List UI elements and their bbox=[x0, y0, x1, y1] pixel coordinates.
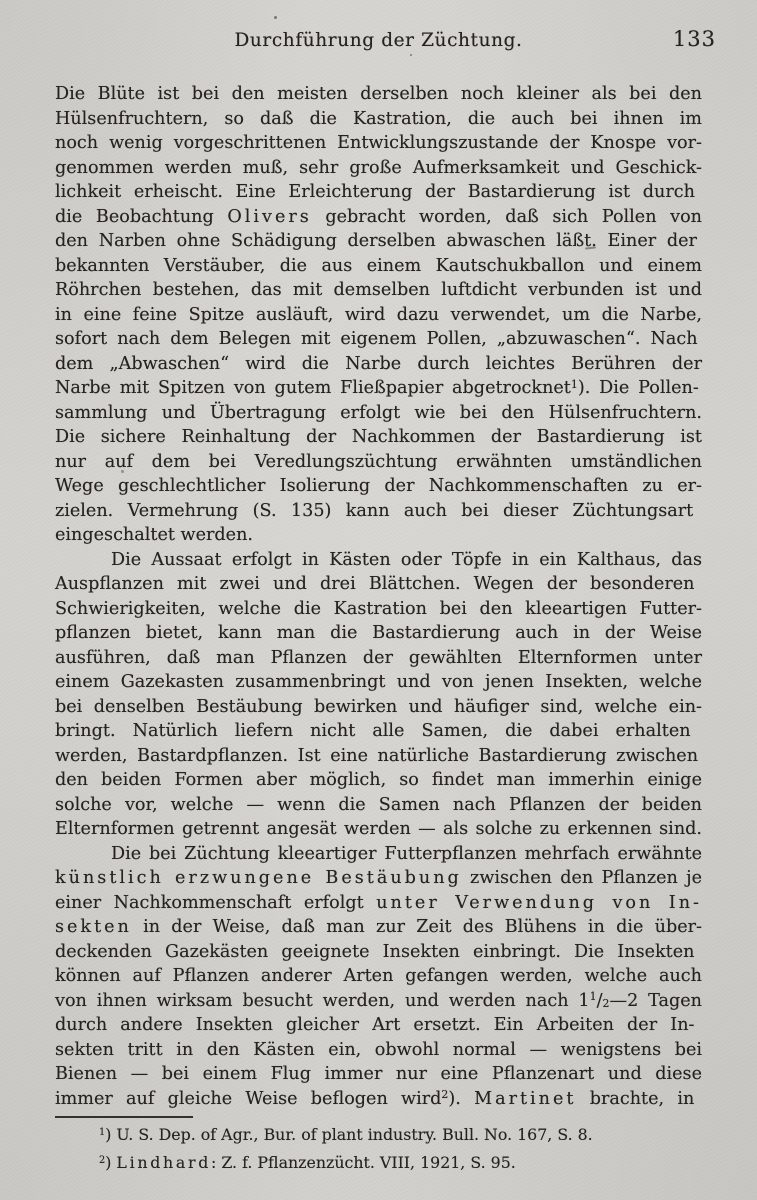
text-line: genommen werden muß, sehr große Aufmerksamkeit und Geschick- bbox=[55, 157, 702, 178]
text-line: Die Aussaat erfolgt in Kästen oder Töpfe in ein Kalthaus, das bbox=[111, 549, 702, 570]
text-line: Schwierigkeiten, welche die Kastration bei den kleeartigen Futter- bbox=[55, 598, 702, 619]
text-line: Narbe mit Spitzen von gutem Fließpapier abgetrocknet$^1$). Die Pollen- bbox=[55, 377, 699, 398]
footnote-line: $^1$) U. S. Dep. of Agr., Bur. of plant industry. Bull. No. 167, S. 8. bbox=[99, 1125, 593, 1144]
text-line: sekten tritt in den Kästen ein, obwohl normal — wenigstens bei bbox=[55, 1039, 702, 1060]
text-line: bei denselben Bestäubung bewirken und häufiger sind, welche ein- bbox=[55, 696, 702, 717]
text-line: werden, Bastardpflanzen. Ist eine natürliche Bastardierung zwischen bbox=[55, 745, 699, 766]
text-line: bekannten Verstäuber, die aus einem Kautschukballon und einem bbox=[55, 255, 702, 276]
footnote-line: $^2$) Lindhard: Z. f. Pflanzenzücht. VIII, 1921, S. 95. bbox=[99, 1153, 516, 1172]
text-line: den beiden Formen aber möglich, so findet man immerhin einige bbox=[55, 770, 702, 790]
scan-speck bbox=[410, 54, 412, 56]
page-number: 133 bbox=[672, 27, 716, 51]
text-line: immer auf gleiche Weise beflogen wird$^2$). Martinet brachte, in bbox=[55, 1088, 695, 1109]
text-line: von ihnen wirksam besucht werden, und werden nach $1^1/2—2$ Tagen bbox=[55, 990, 702, 1011]
body-text bbox=[55, 82, 702, 1111]
text-line: nur auf dem bei Veredlungszüchtung erwähnten umständlichen bbox=[55, 451, 702, 472]
text-line: Die sichere Reinhaltung der Nachkommen der Bastardierung ist bbox=[55, 427, 702, 447]
text-line: lichkeit erheischt. Eine Erleichterung der Bastardierung ist durch bbox=[55, 182, 695, 202]
text-line: deckenden Gazekästen geeignete Insekten einbringt. Die Insekten bbox=[55, 941, 695, 962]
scan-speck bbox=[274, 16, 277, 19]
text-line: dem „Abwaschen“ wird die Narbe durch leichtes Berühren der bbox=[55, 353, 702, 374]
text-line: eingeschaltet werden. bbox=[55, 525, 253, 545]
text-line: Die Blüte ist bei den meisten derselben noch kleiner als bei den bbox=[55, 84, 702, 104]
text-line: den Narben ohne Schädigung derselben abwaschen läßt. Einer der bbox=[55, 231, 697, 251]
text-line: können auf Pflanzen anderer Arten gefangen werden, welche auch bbox=[55, 966, 702, 986]
text-line: einem Gazekasten zusammenbringt und von jenen Insekten, welche bbox=[55, 672, 702, 692]
text-line: einer Nachkommenschaft erfolgt unter Verwendung von In- bbox=[55, 892, 702, 913]
text-line: durch andere Insekten gleicher Art ersetzt. Ein Arbeiten der In- bbox=[55, 1015, 695, 1035]
footnote-separator bbox=[55, 1116, 193, 1118]
text-line: Die bei Züchtung kleeartiger Futterpflanzen mehrfach erwähnte bbox=[111, 843, 702, 864]
text-line: künstlich erzwungene Bestäubung zwischen den Pflanzen je bbox=[55, 868, 702, 888]
text-line: Bienen — bei einem Flug immer nur eine Pflanzenart und diese bbox=[55, 1064, 702, 1084]
text-line: zielen. Vermehrung (S. 135) kann auch bei dieser Züchtungsart bbox=[55, 500, 694, 521]
text-line: Wege geschlechtlicher Isolierung der Nachkommenschaften zu er- bbox=[55, 476, 702, 496]
text-line: Hülsenfruchtern, so daß die Kastration, die auch bei ihnen im bbox=[55, 108, 702, 129]
text-line: bringt. Natürlich liefern nicht alle Samen, die dabei erhalten bbox=[55, 721, 691, 741]
text-line: pflanzen bietet, kann man die Bastardierung auch in der Weise bbox=[55, 623, 702, 643]
text-line: die Beobachtung Olivers gebracht worden, daß sich Pollen von bbox=[55, 206, 702, 227]
text-line: sekten in der Weise, daß man zur Zeit des Blühens in die über- bbox=[55, 917, 702, 937]
text-line: Auspflanzen mit zwei und drei Blättchen. Wegen der besonderen bbox=[55, 574, 695, 594]
text-line: Elternformen getrennt angesät werden — als solche zu erkennen sind. bbox=[55, 819, 702, 839]
footnotes bbox=[55, 1122, 702, 1178]
text-line: in eine feine Spitze ausläuft, wird dazu verwendet, um die Narbe, bbox=[55, 304, 702, 325]
page-header bbox=[55, 27, 716, 57]
text-line: solche vor, welche — wenn die Samen nach Pflanzen der beiden bbox=[55, 794, 702, 815]
text-line: Röhrchen bestehen, das mit demselben luftdicht verbunden ist und bbox=[55, 280, 702, 300]
text-line: ausführen, daß man Pflanzen der gewählten Elternformen unter bbox=[55, 647, 702, 668]
text-line: sofort nach dem Belegen mit eigenem Pollen, „abzuwaschen“. Nach bbox=[55, 329, 698, 349]
text-line: sammlung und Übertragung erfolgt wie bei den Hülsenfruchtern. bbox=[55, 402, 702, 423]
scan-speck bbox=[121, 470, 124, 473]
running-title: Durchführung der Züchtung. bbox=[234, 30, 523, 51]
text-line: noch wenig vorgeschrittenen Entwicklungszustande der Knospe vor- bbox=[55, 133, 702, 153]
